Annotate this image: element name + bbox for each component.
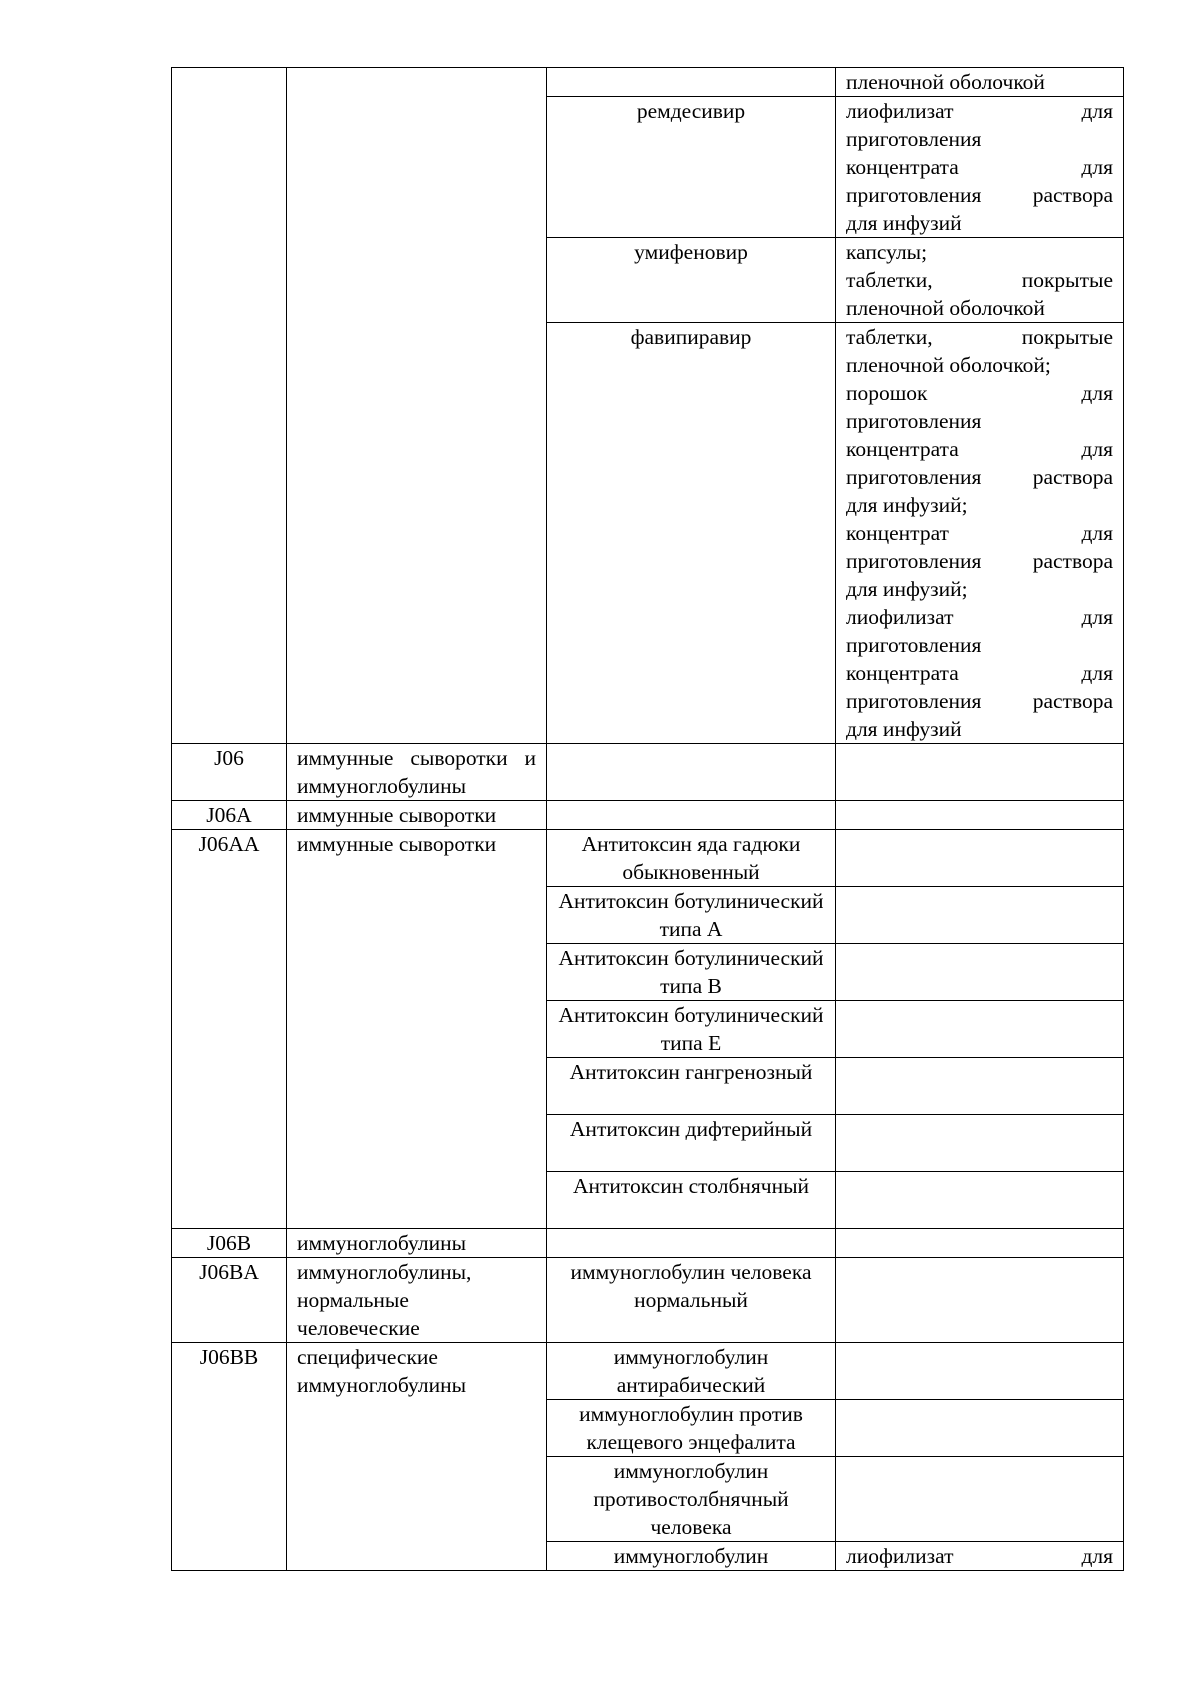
dosage-form-line: пленочной оболочкой (846, 70, 1045, 94)
drug-classification-table (171, 67, 1124, 1571)
atc-code-cell: J06BA (172, 1258, 287, 1343)
atc-code-cell: J06BB (172, 1343, 287, 1571)
dosage-form-line: таблетки, покрытые (846, 325, 1113, 349)
dosage-form-line: порошок для (846, 381, 1113, 405)
table-row (172, 1229, 1124, 1258)
drug-name-cell: Антитоксин ботулинический типа E (547, 1001, 836, 1058)
group-name-cell: иммунные сыворотки (287, 830, 547, 1229)
group-name-cell: иммуноглобулины (287, 1229, 547, 1258)
atc-code-cell: J06AA (172, 830, 287, 1229)
dosage-form-cell (836, 830, 1124, 887)
dosage-form-cell (836, 887, 1124, 944)
dosage-form-line: концентрат для (846, 521, 1113, 545)
dosage-form-line: лиофилизат для (846, 99, 1113, 123)
group-name-cell (287, 68, 547, 744)
group-name-cell (287, 744, 547, 801)
dosage-form-cell (836, 97, 1124, 238)
drug-name-cell: Антитоксин яда гадюки обыкновенный (547, 830, 836, 887)
group-name-cell: иммунные сыворотки (287, 801, 547, 830)
dosage-form-line: концентрата для (846, 155, 1113, 179)
drug-name-cell (547, 744, 836, 801)
dosage-form-line: приготовления раствора (846, 689, 1113, 713)
dosage-form-line: для инфузий; (846, 577, 968, 601)
drug-name-cell: Антитоксин ботулинический типа A (547, 887, 836, 944)
drug-name-cell (547, 68, 836, 97)
drug-name-cell (547, 801, 836, 830)
dosage-form-line: приготовления (846, 633, 982, 657)
dosage-form-cell (836, 1457, 1124, 1542)
dosage-form-cell (836, 323, 1124, 744)
drug-name-cell: умифеновир (547, 238, 836, 323)
drug-name-cell: Антитоксин столбнячный (547, 1172, 836, 1229)
dosage-form-line: лиофилизат для (846, 1544, 1113, 1568)
dosage-form-line: приготовления раствора (846, 549, 1113, 573)
table-row (172, 68, 1124, 97)
dosage-form-line: пленочной оболочкой (846, 296, 1045, 320)
drug-name-cell (547, 1229, 836, 1258)
drug-name-cell: Антитоксин гангренозный (547, 1058, 836, 1115)
dosage-form-line: таблетки, покрытые (846, 268, 1113, 292)
dosage-form-cell (836, 1400, 1124, 1457)
dosage-form-cell (836, 1172, 1124, 1229)
dosage-form-line: лиофилизат для (846, 605, 1113, 629)
dosage-form-cell (836, 801, 1124, 830)
dosage-form-line: концентрата для (846, 437, 1113, 461)
table-row (172, 1258, 1124, 1343)
dosage-form-line: приготовления (846, 127, 982, 151)
drug-name-cell: иммуноглобулин противостолбнячный человека (547, 1457, 836, 1542)
dosage-form-line: приготовления (846, 409, 982, 433)
drug-name-cell: Антитоксин дифтерийный (547, 1115, 836, 1172)
dosage-form-line: концентрата для (846, 661, 1113, 685)
group-name-text: иммунные сыворотки и иммуноглобулины (297, 746, 536, 798)
atc-code-cell (172, 68, 287, 744)
dosage-form-line: капсулы; (846, 240, 928, 264)
table-row (172, 744, 1124, 801)
dosage-form-line: для инфузий (846, 717, 962, 741)
table-row (172, 830, 1124, 887)
dosage-form-cell (836, 1542, 1124, 1571)
dosage-form-cell (836, 1343, 1124, 1400)
dosage-form-cell (836, 1001, 1124, 1058)
dosage-form-cell (836, 68, 1124, 97)
drug-name-cell: иммуноглобулин (547, 1542, 836, 1571)
atc-code-cell: J06 (172, 744, 287, 801)
dosage-form-line: пленочной оболочкой; (846, 353, 1051, 377)
table-row (172, 1343, 1124, 1400)
dosage-form-line: для инфузий; (846, 493, 968, 517)
dosage-form-cell (836, 944, 1124, 1001)
dosage-form-cell (836, 744, 1124, 801)
dosage-form-cell (836, 1115, 1124, 1172)
drug-name-cell: ремдесивир (547, 97, 836, 238)
dosage-form-cell (836, 1058, 1124, 1115)
drug-name-cell: фавипиравир (547, 323, 836, 744)
dosage-form-line: приготовления раствора (846, 465, 1113, 489)
dosage-form-line: для инфузий (846, 211, 962, 235)
group-name-cell: иммуноглобулины, нормальные человеческие (287, 1258, 547, 1343)
atc-code-cell: J06A (172, 801, 287, 830)
dosage-form-cell (836, 1229, 1124, 1258)
drug-name-cell: Антитоксин ботулинический типа B (547, 944, 836, 1001)
group-name-cell: специфические иммуноглобулины (287, 1343, 547, 1571)
atc-code-cell: J06B (172, 1229, 287, 1258)
drug-name-cell: иммуноглобулин антирабический (547, 1343, 836, 1400)
drug-name-cell: иммуноглобулин человека нормальный (547, 1258, 836, 1343)
dosage-form-line: приготовления раствора (846, 183, 1113, 207)
dosage-form-cell (836, 238, 1124, 323)
dosage-form-cell (836, 1258, 1124, 1343)
drug-name-cell: иммуноглобулин против клещевого энцефалита (547, 1400, 836, 1457)
table-row (172, 801, 1124, 830)
